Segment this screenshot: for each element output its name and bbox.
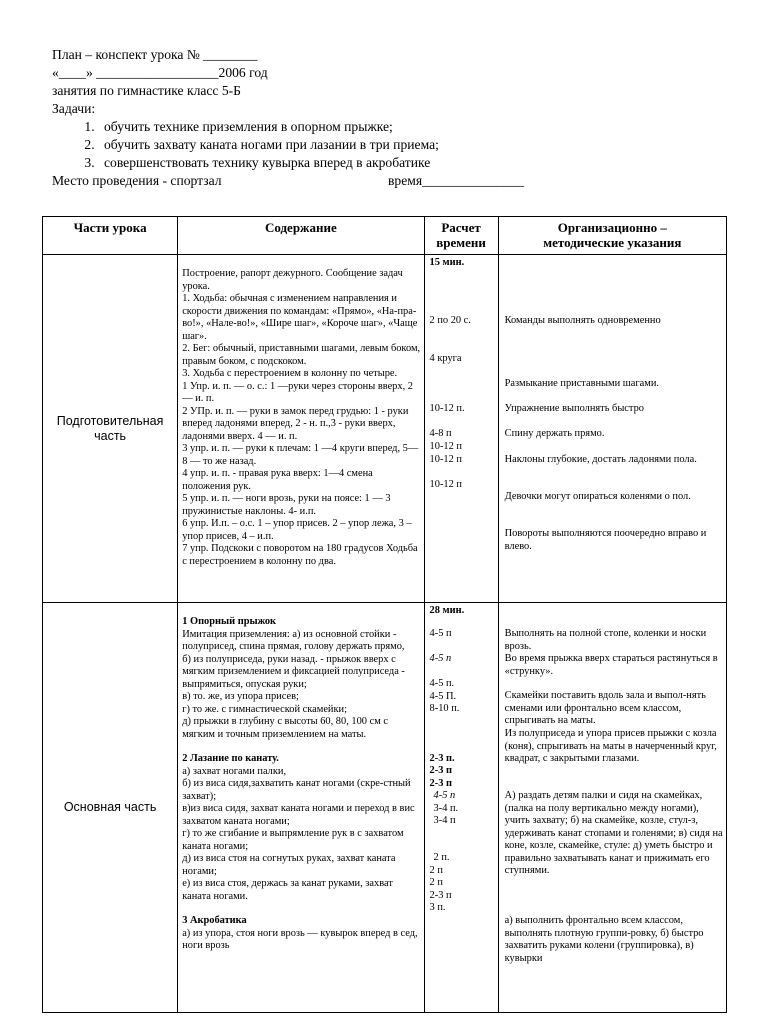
list-item: д) из виса стоя на согнутых руках, захват каната ногами;: [182, 853, 396, 877]
note-text: Спину держать прямо.: [504, 428, 605, 439]
note-text: а) выполнить фронтально всем классом, выполнять плотную группи-ровку, б) быстро захватить руками колени (группировка), в) кувырки: [504, 915, 704, 964]
list-item: б) из виса сидя,захватить канат ногами (скре-стный захват);: [182, 778, 411, 802]
prep-total-time: 15 мин.: [429, 257, 465, 268]
section-title: 1 Опорный прыжок: [182, 616, 277, 627]
time-value: 4-5 п: [429, 653, 452, 664]
note-text: Выполнять на полной стопе, коленки и носки врозь.: [504, 628, 707, 652]
time-value: 10-12 п: [429, 479, 462, 490]
time-value: 3-4 п: [433, 815, 456, 826]
place-text: Место проведения - спортзал: [52, 173, 222, 188]
section-title: 3 Акробатика: [182, 915, 247, 926]
list-item: 1 Упр. и. п. — о. с.: 1 —руки через стороны вверх, 2 — и. п.: [182, 380, 413, 404]
table-header-row: [43, 217, 727, 255]
time-value: 2-3 п: [429, 778, 452, 789]
time-value: 4-5 п: [433, 790, 456, 801]
main-row: [43, 603, 727, 1013]
list-item: а) из упора, стоя ноги врозь — кувырок вперед в сед, ноги врозь: [182, 927, 418, 951]
list-item: г) то же. с гимнастической скамейки;: [182, 703, 347, 715]
date-line: «____» __________________2006 год: [52, 65, 268, 80]
time-value: 4-5 п: [429, 628, 452, 639]
time-value: 3-4 п.: [433, 803, 459, 814]
time-value: 3 п.: [429, 902, 446, 913]
time-value: 4 круга: [429, 353, 462, 364]
task-item: 2. обучить захвату каната ногами при лазании в три приема;: [98, 136, 712, 154]
prep-row: [43, 255, 727, 603]
note-text: А) раздать детям палки и сидя на скамейках, (палка на полу вертикально между ногами), учить захвату; б) на скамейке, козле, стул-з, удерживать канат стопами и голенями; в) сидя на коне, козле, скамейке, стуле: д) уметь быстро и правильно захватывать канат и прижимать его ступнями.: [504, 790, 723, 876]
time-value: 4-5 п.: [429, 678, 455, 689]
section-title: 2 Лазание по канату.: [182, 753, 279, 764]
task-item: 1. обучить технике приземления в опорном прыжке;: [98, 118, 712, 136]
time-value: 2 п: [429, 865, 443, 876]
list-item: 2 УПр. и. п. — руки в замок перед грудью: 1 - руки вперед ладонями вперед, 2 - н. п.,3 - руки вверх, ладонями вверх. 4 — и. п.: [182, 405, 409, 442]
list-item: 3. Ходьба с перестроением в колонну по четыре.: [182, 368, 398, 379]
list-item: 4 упр. и. п. - правая рука вверх: 1—4 смена положения рук.: [182, 468, 373, 492]
lesson-header: [52, 46, 712, 190]
list-item: Построение, рапорт дежурного. Сообщение задач урока.: [182, 268, 403, 292]
note-text: Девочки могут опираться коленями о пол.: [504, 491, 691, 502]
time-value: 2 по 20 с.: [429, 315, 471, 326]
time-value: 2-3 п: [429, 765, 452, 776]
note-text: Скамейки поставить вдоль зала и выпол-нять сменами или фронтально всем классом, спрыгивать на маты.: [504, 690, 706, 726]
time-value: 2-3 п.: [429, 753, 455, 764]
time-value: 10-12 п: [429, 441, 462, 452]
main-content: [178, 603, 424, 1013]
prep-content: [178, 255, 424, 603]
time-value: 4-5 П.: [429, 691, 457, 702]
list-item: 6 упр. И.п. – о.с. 1 – упор присев. 2 – упор лежа, 3 – упор присев, 4 – и.п.: [182, 518, 412, 542]
list-item: 5 упр. и. п. — ноги врозь, руки на поясе: 1 — 3 пружинистые наклоны. 4- и.п.: [182, 493, 391, 517]
main-notes: [498, 603, 726, 1013]
header-content: Содержание: [178, 217, 424, 255]
time-text: время_______________: [388, 173, 525, 188]
header-parts: Части урока: [43, 217, 178, 255]
note-text: Повороты выполняются поочередно вправо и влево.: [504, 528, 707, 552]
time-value: 2-3 п: [429, 890, 452, 901]
plan-title: План – конспект урока № ________: [52, 47, 258, 62]
list-item: в) то. же, из упора присев;: [182, 691, 299, 702]
time-value: 2 п.: [433, 852, 450, 863]
list-item: в)из виса сидя, захват каната ногами и переход в вис захватом каната ногами;: [182, 803, 415, 827]
prep-label: Подготовительная часть: [43, 255, 178, 603]
list-item: Имитация приземления: а) из основной стойки - полуприсед, спина прямая, голову держать прямо,: [182, 628, 405, 652]
note-text: Во время прыжка вверх стараться растянуться в «струнку».: [504, 653, 718, 677]
tasks-label: Задачи:: [52, 101, 96, 116]
main-total-time: 28 мин.: [429, 605, 465, 616]
list-item: 7 упр. Подскоки с поворотом на 180 градусов Ходьба с перестроением в колонну по два.: [182, 543, 418, 567]
note-text: Упражнение выполнять быстро: [504, 403, 644, 414]
list-item: 2. Бег: обычный, приставными шагами, левым боком, правым боком, с подскоком.: [182, 343, 421, 367]
time-value: 4-8 п: [429, 428, 452, 439]
main-label: Основная часть: [43, 603, 178, 1013]
note-text: Размыкание приставными шагами.: [504, 378, 659, 389]
time-value: 10-12 п.: [429, 403, 465, 414]
place-line: [52, 172, 712, 190]
list-item: 3 упр. и. п. — руки к плечам: 1 —4 круги вперед, 5—8 — то же назад.: [182, 443, 419, 467]
time-value: 8-10 п.: [429, 703, 460, 714]
tasks-list: [52, 118, 712, 172]
task-item: 3. совершенствовать технику кувырка вперед в акробатике: [98, 154, 712, 172]
time-value: 2 п: [429, 877, 443, 888]
header-time: Расчет времени: [424, 217, 498, 255]
list-item: а) захват ногами палки,: [182, 765, 287, 777]
subject-line: занятия по гимнастике класс 5-Б: [52, 83, 241, 98]
list-item: 1. Ходьба: обычная с изменением направления и скорости движения по командам: «Прямо», «На-пра-во!», «Нале-во!», «Шире шаг», «Короче шаг», «Чаще шаг».: [182, 293, 418, 342]
time-value: 10-12 п: [429, 454, 462, 465]
list-item: г) то же сгибание и выпрямление рук в с захватом каната ногами;: [182, 828, 404, 852]
note-text: Из полуприседа и упора присев прыжки с козла (коня), спрыгивать на маты в начерченный круг, квадрат, с закрытыми глазами.: [504, 728, 717, 764]
prep-times: [424, 255, 498, 603]
list-item: е) из виса стоя, держась за канат руками, захват каната ногами.: [182, 878, 393, 902]
lesson-table: [42, 216, 727, 1013]
list-item: б) из полуприседа, руки назад. - прыжок вверх с мягким приземлением и фиксацией полуприседа - выпрямиться, опуская руки;: [182, 653, 405, 690]
prep-notes: [498, 255, 726, 603]
list-item: д) прыжки в глубину с высоты 60, 80, 100 см с мягким и точным приземлением на маты.: [182, 716, 388, 740]
main-times: [424, 603, 498, 1013]
note-text: Команды выполнять одновременно: [504, 315, 661, 326]
note-text: Наклоны глубокие, достать ладонями пола.: [504, 454, 697, 465]
header-method: Организационно – методические указания: [498, 217, 726, 255]
